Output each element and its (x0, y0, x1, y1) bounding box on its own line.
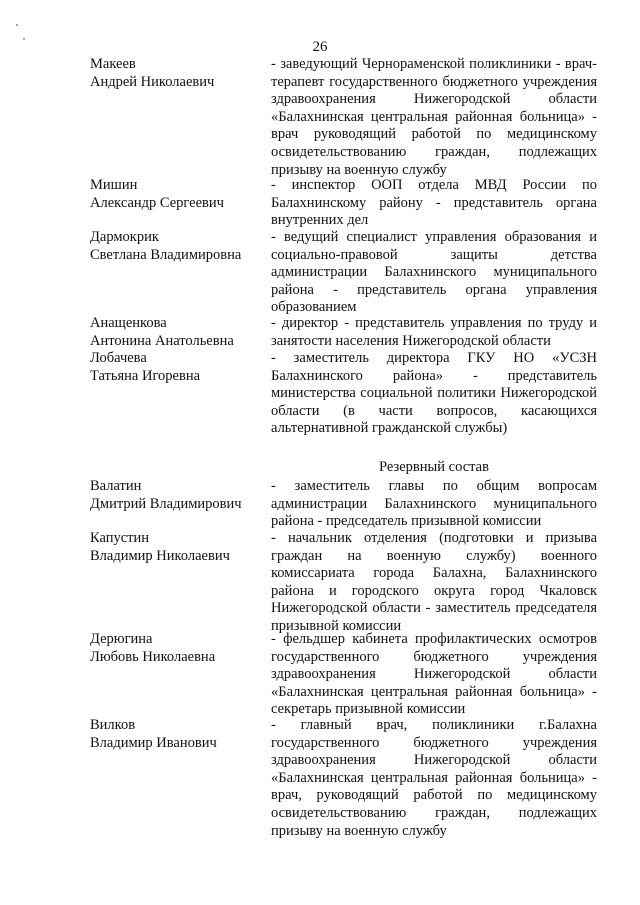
member-given-names: Антонина Анатольевна (90, 332, 234, 349)
member-given-names: Татьяна Игоревна (90, 367, 201, 384)
member-surname: Макеев (90, 56, 136, 72)
member-name (90, 229, 265, 264)
member-given-names: Владимир Иванович (90, 734, 217, 751)
member-surname: Капустин (90, 530, 150, 546)
member-role: - фельдшер кабинета профилактических осмотров государственного бюджетного учреждения здравоохранения Нижегородской области «Балахнинская центральная районная больница» - секретарь призывной комиссии (271, 631, 597, 718)
member-surname: Валатин (90, 478, 142, 494)
member-surname: Вилков (90, 717, 136, 733)
member-surname: Дармокрик (90, 229, 159, 245)
member-role: - заместитель директора ГКУ НО «УСЗН Балахнинского района» - представитель министерства социальной политики Нижегородской области (в части вопросов, касающихся альтернативной гражданской службы) (271, 350, 597, 437)
member-name (90, 56, 265, 91)
member-surname: Анащенкова (90, 315, 167, 331)
member-role: - инспектор ООП отдела МВД России по Балахнинскому району - представитель органа внутренних дел (271, 177, 597, 229)
member-given-names: Андрей Николаевич (90, 73, 215, 90)
member-name (90, 350, 265, 385)
scan-speck (16, 24, 18, 26)
member-name (90, 177, 265, 212)
member-surname: Лобачева (90, 350, 147, 366)
member-name (90, 717, 265, 752)
reserve-section-title: Резервный состав (379, 459, 489, 475)
member-name (90, 315, 265, 350)
member-role: - заведующий Чернораменской поликлиники - врач-терапевт государственного бюджетного учреждения здравоохранения Нижегородской области «Балахнинская центральная районная больница» - врач руководящий работой по медицинскому освидетельствованию граждан, подлежащих призыву на военную службу (271, 56, 597, 178)
member-name (90, 530, 265, 565)
member-given-names: Дмитрий Владимирович (90, 495, 242, 512)
member-role: - заместитель главы по общим вопросам администрации Балахнинского муниципального района - председатель призывной комиссии (271, 478, 597, 530)
member-given-names: Светлана Владимировна (90, 246, 242, 263)
member-role: - начальник отделения (подготовки и призыва граждан на военную службу) военного комиссариата города Балахна, Балахнинского района и городского округа город Чкаловск Нижегородской области - заместитель председателя призывной комиссии (271, 530, 597, 634)
member-surname: Мишин (90, 177, 138, 193)
member-role: - ведущий специалист управления образования и социально-правовой защиты детства администрации Балахнинского муниципального района - представитель органа управления образованием (271, 229, 597, 316)
member-name (90, 631, 265, 666)
page-number: 26 (312, 39, 328, 55)
member-name (90, 478, 265, 513)
member-given-names: Владимир Николаевич (90, 547, 230, 564)
member-role: - главный врач, поликлиники г.Балахна государственного бюджетного учреждения здравоохранения Нижегородской области «Балахнинская центральная районная больница» - врач, руководящий работой по медицинскому освидетельствованию граждан, подлежащих призыву на военную службу (271, 717, 597, 839)
member-role: - директор - представитель управления по труду и занятости населения Нижегородской области (271, 315, 597, 349)
member-given-names: Александр Сергеевич (90, 194, 224, 211)
member-surname: Дерюгина (90, 631, 153, 647)
member-given-names: Любовь Николаевна (90, 648, 216, 665)
